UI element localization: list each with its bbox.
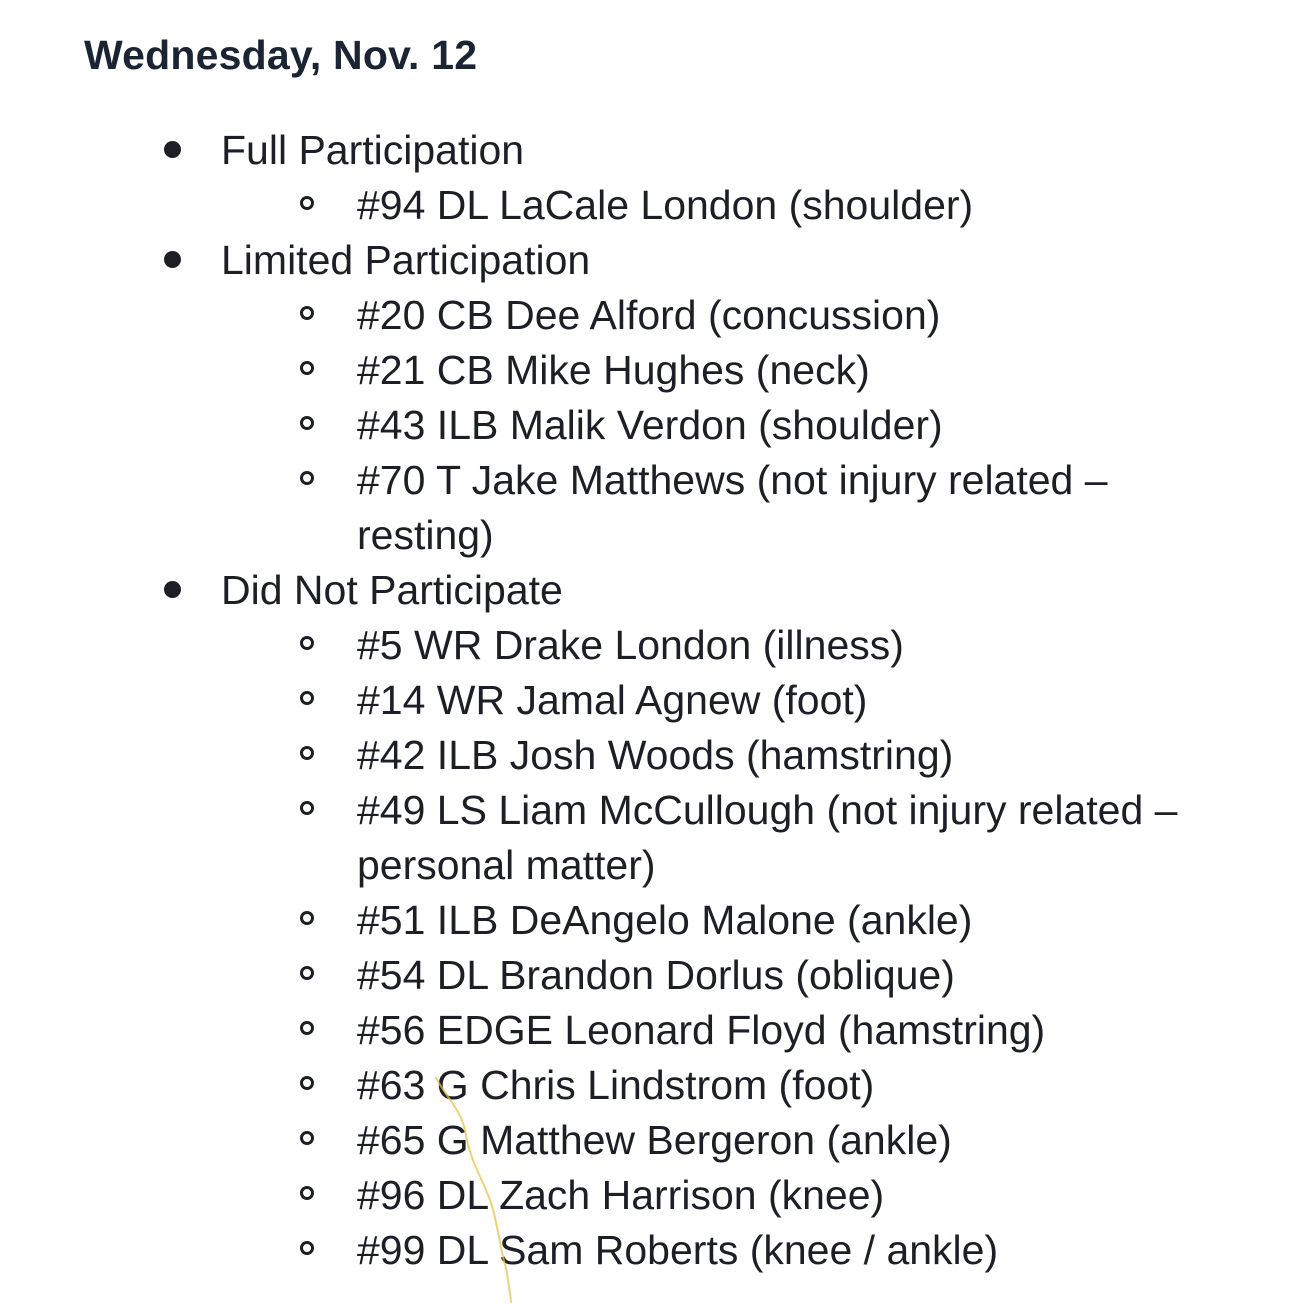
list-item-text: #43 ILB Malik Verdon (shoulder) <box>357 402 943 448</box>
list-item-text: #70 T Jake Matthews (not injury related – resting) <box>357 457 1108 558</box>
section-did-not-participate <box>0 566 1290 621</box>
bullet-icon <box>164 251 181 268</box>
circle-bullet-icon <box>300 746 314 760</box>
circle-bullet-icon <box>300 1241 314 1255</box>
list-item-text: #51 ILB DeAngelo Malone (ankle) <box>357 897 973 943</box>
circle-bullet-icon <box>300 306 314 320</box>
list-item-text: #21 CB Mike Hughes (neck) <box>357 347 870 393</box>
circle-bullet-icon <box>300 966 314 980</box>
section-label: Full Participation <box>221 127 525 173</box>
circle-bullet-icon <box>300 1131 314 1145</box>
circle-bullet-icon <box>300 1186 314 1200</box>
bullet-icon <box>164 581 181 598</box>
list-item-text: #54 DL Brandon Dorlus (oblique) <box>357 952 955 998</box>
circle-bullet-icon <box>300 361 314 375</box>
page-title: Wednesday, Nov. 12 <box>84 32 478 78</box>
list-item-text: #65 G Matthew Bergeron (ankle) <box>357 1117 952 1163</box>
list-item-text: #49 LS Liam McCullough (not injury related – personal matter) <box>357 787 1178 888</box>
section-limited-participation <box>0 236 1290 291</box>
list-item-text: #5 WR Drake London (illness) <box>357 622 904 668</box>
list-item-text: #96 DL Zach Harrison (knee) <box>357 1172 885 1218</box>
circle-bullet-icon <box>300 1021 314 1035</box>
list-item-text: #63 G Chris Lindstrom (foot) <box>357 1062 875 1108</box>
section-label: Limited Participation <box>221 237 591 283</box>
circle-bullet-icon <box>300 636 314 650</box>
list-item-text: #42 ILB Josh Woods (hamstring) <box>357 732 954 778</box>
bullet-icon <box>164 141 181 158</box>
section-full-participation <box>0 126 1290 181</box>
list-item-text: #99 DL Sam Roberts (knee / ankle) <box>357 1227 999 1273</box>
circle-bullet-icon <box>300 691 314 705</box>
circle-bullet-icon <box>300 196 314 210</box>
list-item-text: #56 EDGE Leonard Floyd (hamstring) <box>357 1007 1046 1053</box>
list-item-text: #94 DL LaCale London (shoulder) <box>357 182 974 228</box>
list-item-text: #20 CB Dee Alford (concussion) <box>357 292 941 338</box>
circle-bullet-icon <box>300 911 314 925</box>
circle-bullet-icon <box>300 416 314 430</box>
circle-bullet-icon <box>300 1076 314 1090</box>
section-label: Did Not Participate <box>221 567 563 613</box>
circle-bullet-icon <box>300 471 314 485</box>
list-item-text: #14 WR Jamal Agnew (foot) <box>357 677 868 723</box>
circle-bullet-icon <box>300 801 314 815</box>
